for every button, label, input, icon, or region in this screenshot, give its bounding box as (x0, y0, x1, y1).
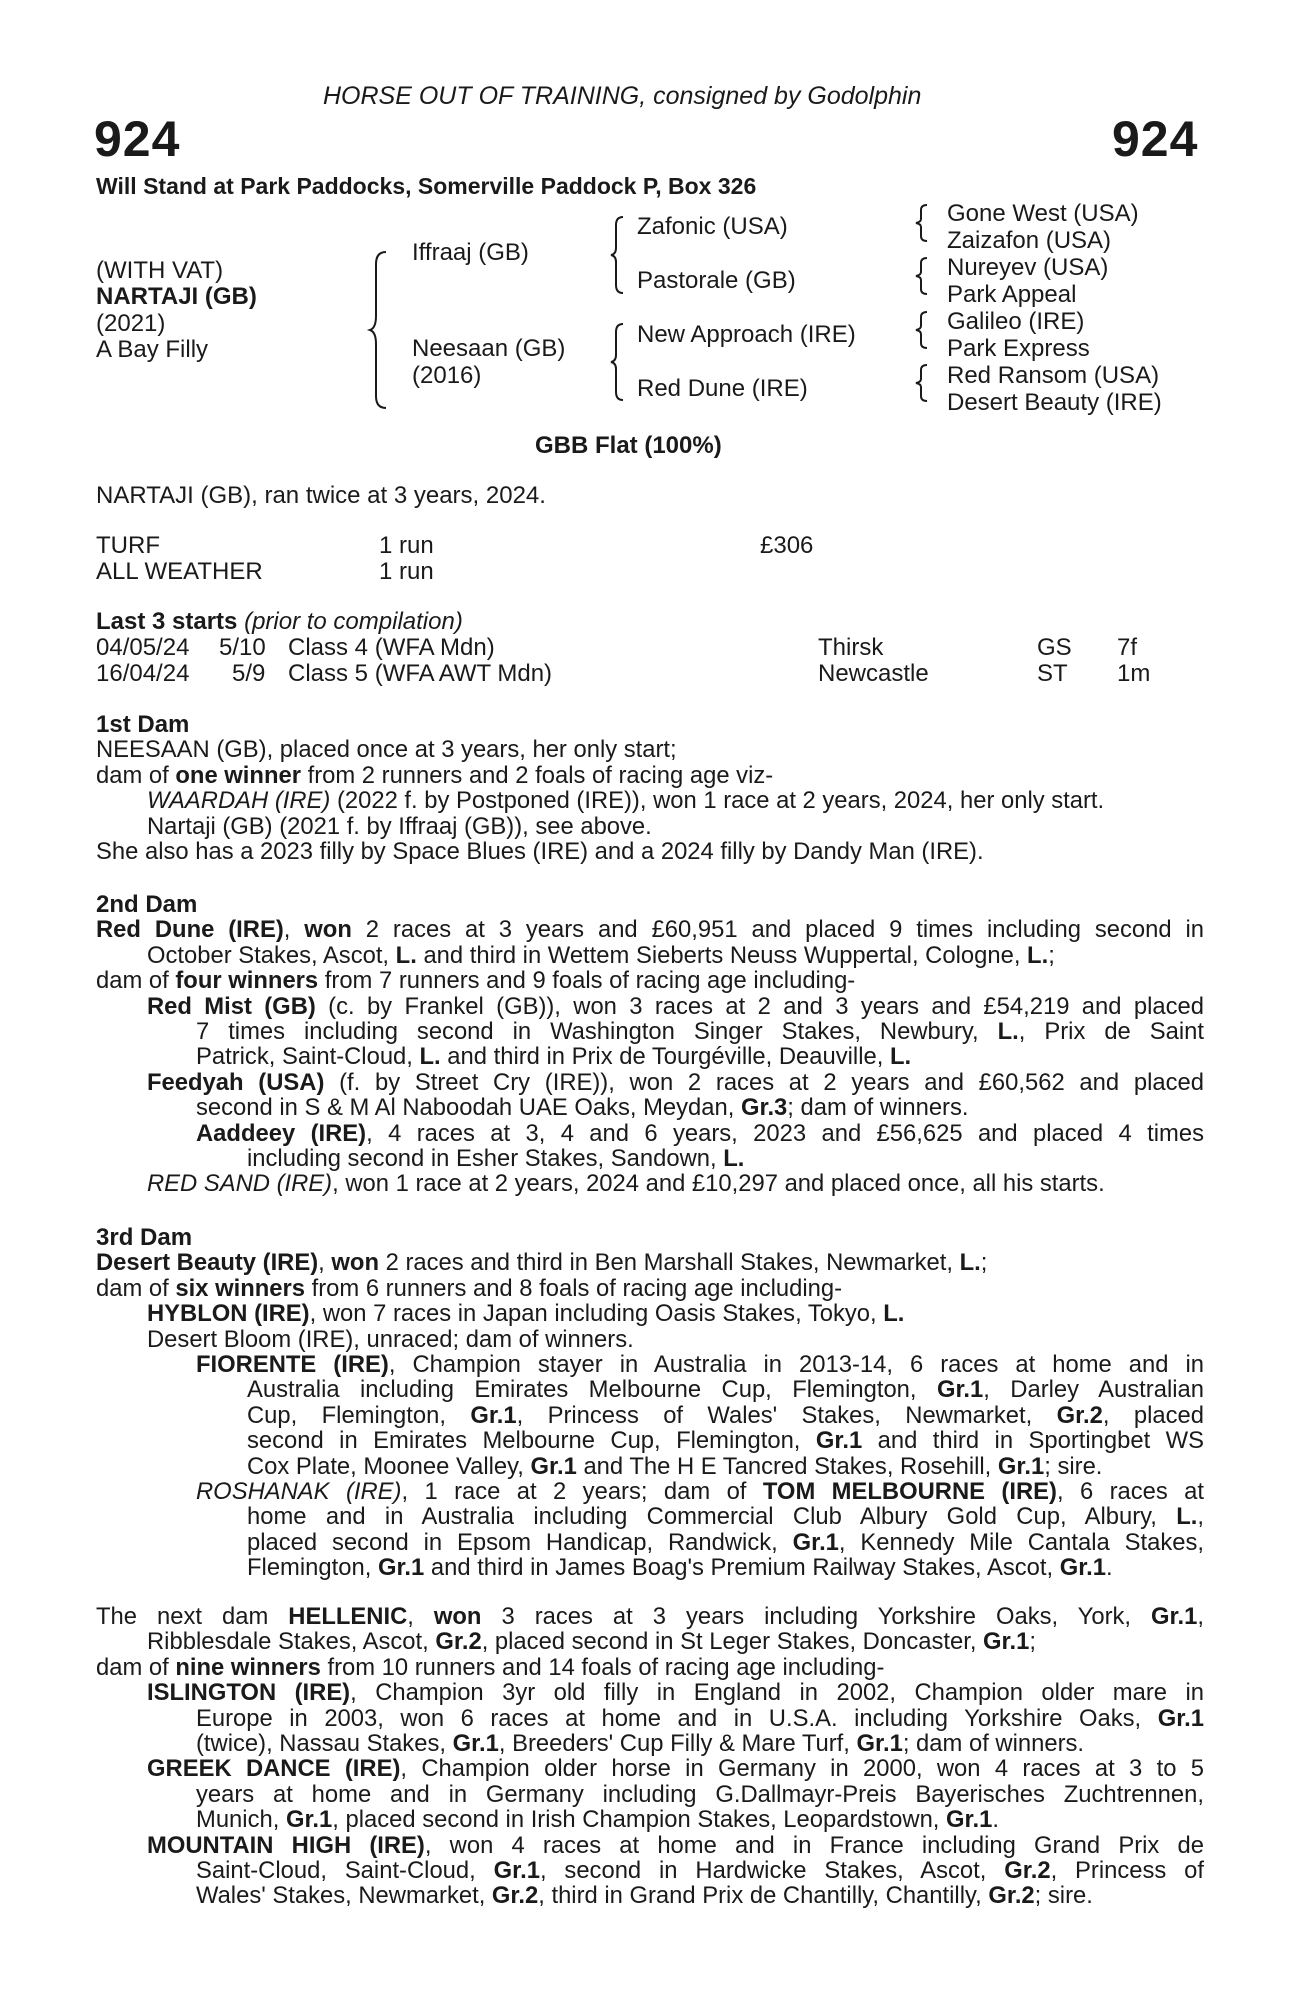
pedigree-brace-main (370, 250, 390, 410)
second-dam-line: including second in Esher Stakes, Sandown, L. (247, 1145, 745, 1173)
start-race: Class 5 (WFA AWT Mdn) (288, 660, 553, 687)
lot-number-right: 924 (1112, 111, 1199, 167)
next-dam-line: Wales' Stakes, Newmarket, Gr.2, third in Grand Prix de Chantilly, Chantilly, Gr.2; sire. (196, 1882, 1093, 1910)
pedigree-gen2-1: Zafonic (USA) (637, 213, 788, 240)
second-dam-line: Red Dune (IRE), won 2 races at 3 years and £60,951 and placed 9 times including second in (96, 916, 1204, 944)
record-runs: 1 run (379, 532, 434, 559)
pedigree-sire: Iffraaj (GB) (412, 239, 529, 266)
third-dam-line: dam of six winners from 6 runners and 8 foals of racing age including- (96, 1274, 843, 1302)
third-dam-line: Cup, Flemington, Gr.1, Princess of Wales' Stakes, Newmarket, Gr.2, placed (247, 1401, 1204, 1429)
first-dam-heading: 1st Dam (96, 711, 190, 738)
pedigree-brace-g3 (915, 310, 929, 350)
pedigree-brace-g1 (915, 203, 929, 243)
start-position: 5/9 (232, 660, 266, 687)
pedigree-brace-dam (610, 322, 626, 402)
second-dam-heading: 2nd Dam (96, 891, 198, 918)
third-dam-line: Australia including Emirates Melbourne Cup, Flemington, Gr.1, Darley Australian (247, 1376, 1204, 1404)
record-surface: ALL WEATHER (96, 558, 263, 585)
third-dam-line: second in Emirates Melbourne Cup, Flemington, Gr.1 and third in Sportingbet WS (247, 1427, 1204, 1455)
pedigree-gen3-2: Zaizafon (USA) (947, 227, 1112, 254)
pedigree-dam: Neesaan (GB) (412, 335, 566, 362)
next-dam-line: Ribblesdale Stakes, Ascot, Gr.2, placed second in St Leger Stakes, Doncaster, Gr.1; (147, 1628, 1036, 1656)
next-dam-line: Saint-Cloud, Saint-Cloud, Gr.1, second in Hardwicke Stakes, Ascot, Gr.2, Princess of (196, 1857, 1204, 1885)
pedigree-gen3-7: Red Ransom (USA) (947, 362, 1160, 389)
pedigree-gen3-1: Gone West (USA) (947, 200, 1139, 227)
pedigree-gen3-3: Nureyev (USA) (947, 254, 1109, 281)
second-dam-line: Aaddeey (IRE), 4 races at 3, 4 and 6 years, 2023 and £56,625 and placed 4 times (196, 1119, 1204, 1147)
start-date: 16/04/24 (96, 660, 190, 687)
third-dam-line: FIORENTE (IRE), Champion stayer in Australia in 2013-14, 6 races at home and in (196, 1351, 1204, 1379)
second-dam-line: Feedyah (USA) (f. by Street Cry (IRE)), won 2 races at 2 years and £60,562 and placed (147, 1068, 1204, 1096)
pedigree-brace-sire (610, 215, 626, 295)
pedigree-gen3-6: Park Express (947, 335, 1090, 362)
start-course: Thirsk (818, 634, 884, 661)
third-dam-line: Desert Beauty (IRE), won 2 races and third in Ben Marshall Stakes, Newmarket, L.; (96, 1249, 988, 1277)
second-dam-line: October Stakes, Ascot, L. and third in Wettem Sieberts Neuss Wuppertal, Cologne, L.; (147, 941, 1055, 969)
next-dam-section (96, 1604, 1204, 1909)
pedigree-dam-year: (2016) (412, 362, 482, 389)
last-starts-title: Last 3 starts (96, 608, 238, 635)
third-dam-line: Cox Plate, Moonee Valley, Gr.1 and The H E Tancred Stakes, Rosehill, Gr.1; sire. (247, 1452, 1103, 1480)
pedigree-gen3-8: Desert Beauty (IRE) (947, 389, 1162, 416)
third-dam-section (96, 1225, 1204, 1581)
record-surface: TURF (96, 532, 160, 559)
third-dam-line: ROSHANAK (IRE), 1 race at 2 years; dam of TOM MELBOURNE (IRE), 6 races at (196, 1478, 1205, 1506)
third-dam-line: placed second in Epsom Handicap, Randwick, Gr.1, Kennedy Mile Cantala Stakes, (247, 1528, 1204, 1556)
next-dam-line: GREEK DANCE (IRE), Champion older horse in Germany in 2000, won 4 races at 3 to 5 (147, 1755, 1205, 1783)
lot-number-left: 924 (94, 111, 181, 167)
third-dam-heading: 3rd Dam (96, 1224, 193, 1251)
pedigree-gen3-4: Park Appeal (947, 281, 1077, 308)
third-dam-line: Flemington, Gr.1 and third in James Boag's Premium Railway Stakes, Ascot, Gr.1. (247, 1554, 1113, 1582)
pedigree-brace-g2 (915, 256, 929, 296)
first-dam-line: Nartaji (GB) (2021 f. by Iffraaj (GB)), see above. (147, 812, 652, 840)
last-starts-note: (prior to compilation) (244, 608, 463, 635)
stand-location: Will Stand at Park Paddocks, Somerville Paddock P, Box 326 (96, 173, 757, 199)
start-going: GS (1037, 634, 1072, 661)
pedigree-gen2-3: New Approach (IRE) (637, 321, 856, 348)
next-dam-line: (twice), Nassau Stakes, Gr.1, Breeders' Cup Filly & Mare Turf, Gr.1; dam of winners. (196, 1730, 1085, 1758)
second-dam-line: dam of four winners from 7 runners and 9 foals of racing age including- (96, 967, 856, 995)
first-dam-section (96, 712, 1204, 864)
start-race: Class 4 (WFA Mdn) (288, 634, 495, 661)
pedigree-gen2-2: Pastorale (GB) (637, 267, 796, 294)
horse-description: A Bay Filly (96, 336, 209, 363)
race-summary: NARTAJI (GB), ran twice at 3 years, 2024. (96, 482, 546, 509)
next-dam-line: The next dam HELLENIC, won 3 races at 3 years including Yorkshire Oaks, York, Gr.1, (96, 1603, 1204, 1630)
last-starts-heading (96, 609, 463, 634)
rating: GBB Flat (100%) (535, 432, 722, 459)
next-dam-line: years at home and in Germany including G.Dallmayr-Preis Bayerisches Zuchtrennen, (196, 1780, 1204, 1808)
start-distance: 7f (1117, 634, 1138, 661)
start-position: 5/10 (219, 634, 266, 661)
first-dam-line: dam of one winner from 2 runners and 2 foals of racing age viz- (96, 761, 774, 789)
start-distance: 1m (1117, 660, 1151, 687)
pedigree-brace-g4 (915, 363, 929, 403)
vat-note: (WITH VAT) (96, 257, 224, 284)
consignment-line: HORSE OUT OF TRAINING, consigned by Godolphin (323, 82, 922, 110)
third-dam-line: HYBLON (IRE), won 7 races in Japan including Oasis Stakes, Tokyo, L. (147, 1300, 905, 1328)
first-dam-line: She also has a 2023 filly by Space Blues (IRE) and a 2024 filly by Dandy Man (IRE). (96, 838, 984, 866)
record-runs: 1 run (379, 558, 434, 585)
next-dam-line: Munich, Gr.1, placed second in Irish Champion Stakes, Leopardstown, Gr.1. (196, 1806, 999, 1834)
first-dam-line: WAARDAH (IRE) (2022 f. by Postponed (IRE)), won 1 race at 2 years, 2024, her only start. (147, 787, 1105, 815)
next-dam-line: ISLINGTON (IRE), Champion 3yr old filly in England in 2002, Champion older mare in (147, 1679, 1205, 1707)
second-dam-line: 7 times including second in Washington Singer Stakes, Newbury, L., Prix de Saint (196, 1018, 1204, 1046)
record-prize: £306 (760, 532, 814, 559)
second-dam-line: RED SAND (IRE), won 1 race at 2 years, 2024 and £10,297 and placed once, all his starts. (147, 1170, 1105, 1198)
second-dam-line: second in S & M Al Naboodah UAE Oaks, Meydan, Gr.3; dam of winners. (196, 1094, 969, 1122)
start-date: 04/05/24 (96, 634, 190, 661)
next-dam-line: dam of nine winners from 10 runners and 14 foals of racing age including- (96, 1653, 885, 1681)
second-dam-section (96, 892, 1204, 1197)
first-dam-line: NEESAAN (GB), placed once at 3 years, her only start; (96, 736, 677, 764)
start-course: Newcastle (818, 660, 929, 687)
start-going: ST (1037, 660, 1068, 687)
next-dam-line: Europe in 2003, won 6 races at home and in U.S.A. including Yorkshire Oaks, Gr.1 (196, 1704, 1204, 1732)
pedigree-gen2-4: Red Dune (IRE) (637, 375, 808, 402)
pedigree-gen3-5: Galileo (IRE) (947, 308, 1085, 335)
horse-name: NARTAJI (GB) (96, 283, 257, 310)
third-dam-line: home and in Australia including Commercial Club Albury Gold Cup, Albury, L., (247, 1503, 1204, 1531)
horse-year: (2021) (96, 310, 166, 337)
second-dam-line: Patrick, Saint-Cloud, L. and third in Prix de Tourgéville, Deauville, L. (196, 1043, 912, 1071)
next-dam-line: MOUNTAIN HIGH (IRE), won 4 races at home and in France including Grand Prix de (147, 1831, 1204, 1859)
third-dam-line: Desert Bloom (IRE), unraced; dam of winners. (147, 1325, 634, 1353)
second-dam-line: Red Mist (GB) (c. by Frankel (GB)), won 3 races at 2 and 3 years and £54,219 and placed (147, 992, 1204, 1020)
